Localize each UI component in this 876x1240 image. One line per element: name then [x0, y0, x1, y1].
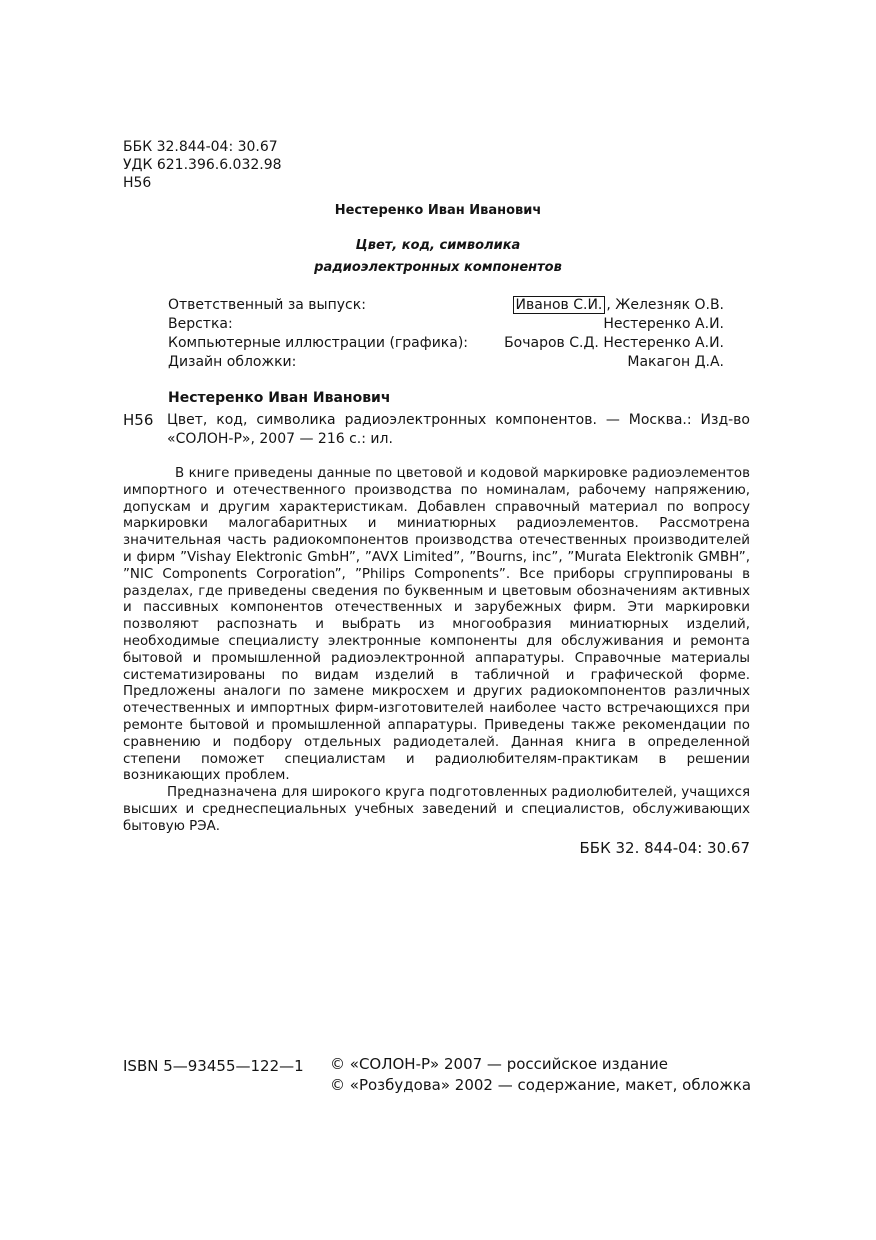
annotation	[123, 466, 750, 836]
annotation-paragraph-2: Предназначена для широкого круга подготовленных радиолюбителей, учащихся высших и среднеспециальных учебных заведений и специалистов, обслуживающих бытовую РЭА.	[123, 785, 750, 834]
copyright-line: © «СОЛОН-Р» 2007 — российское издание	[330, 1055, 668, 1073]
credit-role: Компьютерные иллюстрации (графика):	[168, 335, 469, 351]
bbk-code-bottom: ББК 32. 844-04: 30.67	[579, 839, 750, 857]
credit-names: Нестеренко А.И.	[603, 316, 724, 332]
copyright-block	[330, 1054, 751, 1096]
credit-row-cover	[168, 353, 724, 372]
credit-row-editor	[168, 296, 724, 315]
credit-row-layout	[168, 315, 724, 334]
udk-code: УДК 621.396.6.032.98	[123, 157, 282, 173]
credit-row-illustrations	[168, 334, 724, 353]
title-line-1: Цвет, код, символика	[355, 238, 521, 253]
bibliography-index: Н56	[123, 411, 154, 429]
credit-role: Дизайн обложки:	[168, 354, 297, 370]
credit-names	[513, 296, 724, 315]
credit-role: Ответственный за выпуск:	[168, 297, 366, 313]
isbn: ISBN 5—93455—122—1	[123, 1057, 304, 1075]
credit-names: Макагон Д.А.	[627, 354, 724, 370]
annotation-paragraph-1: В книге приведены данные по цветовой и кодовой маркировке радиоэлементов импортного и отечественного производства по номиналам, рабочему напряжению, допускам и другим характеристикам. Добавлен справочный материал по вопросу маркировки малогабаритных и миниатюрных радиоэлементов. Рассмотрена значительная часть радиокомпонентов производства отечественных производителей и фирм ”Vishay Elektronic GmbH”, ”AVX Limited”, ”Bourns, inc”, ”Murata Elektronik GMBH”, ”NIC Components Corporation”, ”Philips Components”. Все приборы сгруппированы в разделах, где приведены сведения по буквенным и цветовым обозначениям активных и пассивных компонентов отечественных и зарубежных фирм. Эти маркировки позволяют распознать и выбрать из многообразия миниатюрных изделий, необходимые специалисту электронные компоненты для обслуживания и ремонта бытовой и промышленной радиоэлектронной аппаратуры. Справочные материалы систематизированы по видам изделий в табличной и графической форме. Предложены аналоги по замене микросхем и других радиокомпонентов различных отечественных и импортных фирм-изготовителей наиболее часто встречающихся при ремонте бытовой и промышленной аппаратуры. Приведены также рекомендации по сравнению и подбору отдельных радиодеталей. Данная книга в определенной степени поможет специалистам и радиолюбителям-практикам в решении возникающих проблем.	[123, 466, 750, 784]
highlighted-name: Иванов С.И.	[513, 296, 606, 314]
credit-role: Верстка:	[168, 316, 233, 332]
credits-block	[168, 296, 724, 372]
copyright-line: © «Розбудова» 2002 — содержание, макет, обложка	[330, 1076, 752, 1094]
author-name: Нестеренко Иван Иванович	[334, 203, 542, 218]
classification-codes	[123, 138, 282, 192]
book-title	[0, 235, 876, 279]
credit-names-rest: , Железняк О.В.	[606, 297, 724, 313]
author-index: Н56	[123, 175, 152, 191]
bibliography-record: Цвет, код, символика радиоэлектронных компонентов. — Москва.: Изд-во «СОЛОН-Р», 2007 — 216 с.: ил.	[167, 412, 750, 447]
title-line-2: радиоэлектронных компонентов	[314, 260, 562, 275]
bibliography-author: Нестеренко Иван Иванович	[168, 390, 391, 406]
bbk-code: ББК 32.844-04: 30.67	[123, 139, 278, 155]
credit-names: Бочаров С.Д. Нестеренко А.И.	[504, 335, 724, 351]
